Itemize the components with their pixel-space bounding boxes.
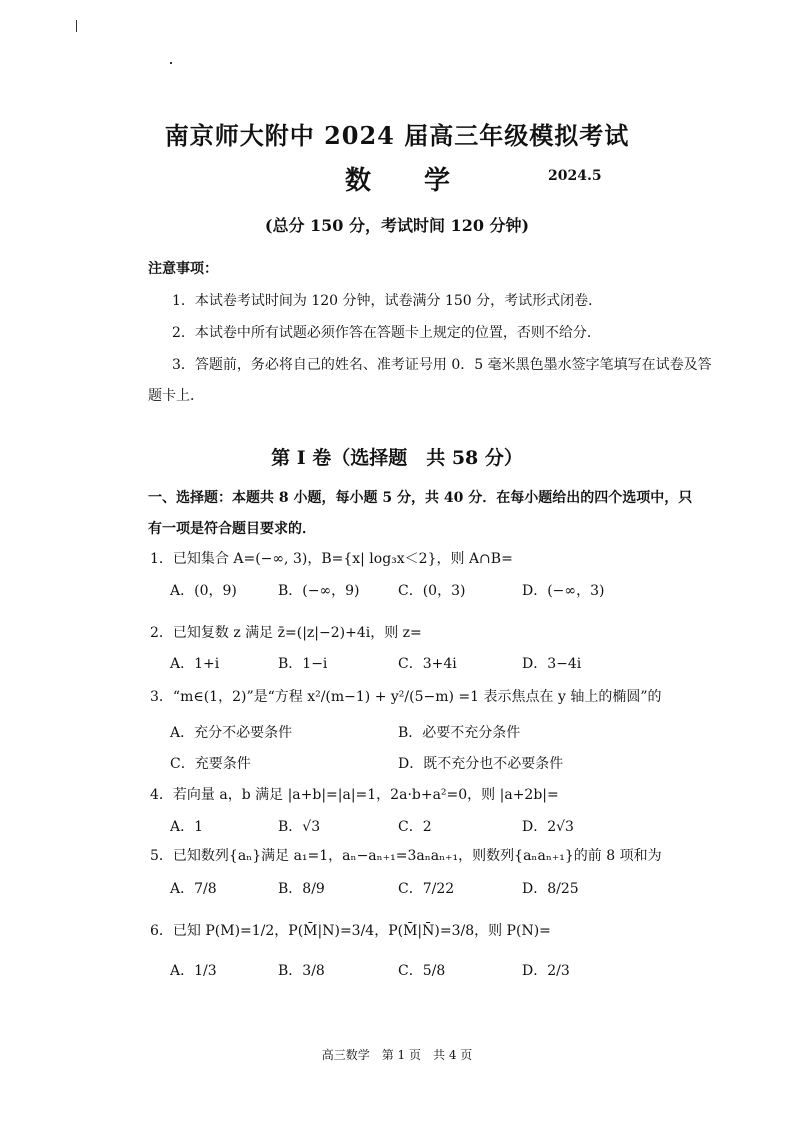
subject-title: 数 学 — [345, 166, 473, 196]
question-5-option-c: C．7/22 — [398, 881, 455, 897]
question-1-option-b: B．(−∞，9) — [278, 583, 360, 599]
question-4-option-a: A．1 — [170, 819, 204, 835]
question-4-option-d: D．2√3 — [522, 819, 574, 835]
question-3-option-b: B．必要不充分条件 — [398, 725, 521, 741]
question-1-option-a: A．(0，9) — [170, 583, 237, 599]
note-item-3-cont: 题卡上． — [148, 388, 204, 404]
question-2-option-d: D．3−4i — [522, 656, 582, 672]
question-4-option-c: C．2 — [398, 819, 432, 835]
question-5-stem: 5．已知数列{aₙ}满足 a₁=1，aₙ−aₙ₊₁=3aₙaₙ₊₁，则数列{aₙaₙ₊₁}的前 8 项和为 — [150, 848, 662, 864]
question-2-option-a: A．1+i — [170, 656, 220, 672]
question-6-option-d: D．2/3 — [522, 963, 570, 979]
question-4-stem: 4．若向量 a，b 满足 |a+b|=|a|=1，2a·b+a²=0，则 |a+2b|= — [150, 787, 559, 803]
notes-title: 注意事项： — [148, 261, 218, 277]
question-3-option-a: A．充分不必要条件 — [170, 725, 293, 741]
note-item-1: 1．本试卷考试时间为 120 分钟，试卷满分 150 分，考试形式闭卷． — [172, 293, 603, 309]
question-3-stem: 3．“m∈(1，2)”是“方程 x²/(m−1) + y²/(5−m) =1 表示焦点在 y 轴上的椭圆”的 — [150, 689, 662, 705]
exam-date: 2024.5 — [548, 168, 602, 184]
page-footer: 高三数学 第 1 页 共 4 页 — [321, 1048, 473, 1062]
scan-mark — [76, 20, 77, 32]
question-1-stem: 1．已知集合 A=(−∞, 3)，B={x| log₃x＜2}，则 A∩B= — [150, 551, 513, 567]
question-2-stem: 2．已知复数 z 满足 z̄=(|z|−2)+4i，则 z= — [150, 625, 422, 641]
section-instruction-line1: 一、选择题：本题共 8 小题，每小题 5 分，共 40 分．在每小题给出的四个选项中，只 — [148, 490, 693, 506]
question-4-option-b: B．√3 — [278, 819, 321, 835]
question-3-option-c: C．充要条件 — [170, 756, 251, 772]
exam-title: 南京师大附中 2024 届高三年级模拟考试 — [164, 121, 630, 150]
section-instruction-line2: 有一项是符合题目要求的． — [148, 521, 316, 537]
question-3-option-d: D．既不充分也不必要条件 — [398, 756, 564, 772]
question-2-option-c: C．3+4i — [398, 656, 457, 672]
question-6-option-c: C．5/8 — [398, 963, 446, 979]
question-1-option-d: D．(−∞，3) — [522, 583, 605, 599]
question-5-option-d: D．8/25 — [522, 881, 579, 897]
score-line: (总分 150 分，考试时间 120 分钟) — [264, 216, 530, 235]
question-1-option-c: C．(0，3) — [398, 583, 466, 599]
part-title: 第 I 卷（选择题 共 58 分） — [271, 447, 523, 469]
note-item-3: 3．答题前，务必将自己的姓名、准考证号用 0．5 毫米黑色墨水签字笔填写在试卷及答 — [172, 357, 712, 373]
question-6-option-a: A．1/3 — [170, 963, 217, 979]
note-item-2: 2．本试卷中所有试题必须作答在答题卡上规定的位置，否则不给分． — [172, 325, 601, 341]
question-5-option-b: B．8/9 — [278, 881, 325, 897]
question-6-option-b: B．3/8 — [278, 963, 325, 979]
question-6-stem: 6．已知 P(M)=1/2，P(M̄|N)=3/4，P(M̄|N̄)=3/8，则 P(N)= — [150, 923, 551, 939]
question-5-option-a: A．7/8 — [170, 881, 217, 897]
question-2-option-b: B．1−i — [278, 656, 328, 672]
scan-dot — [170, 62, 172, 64]
